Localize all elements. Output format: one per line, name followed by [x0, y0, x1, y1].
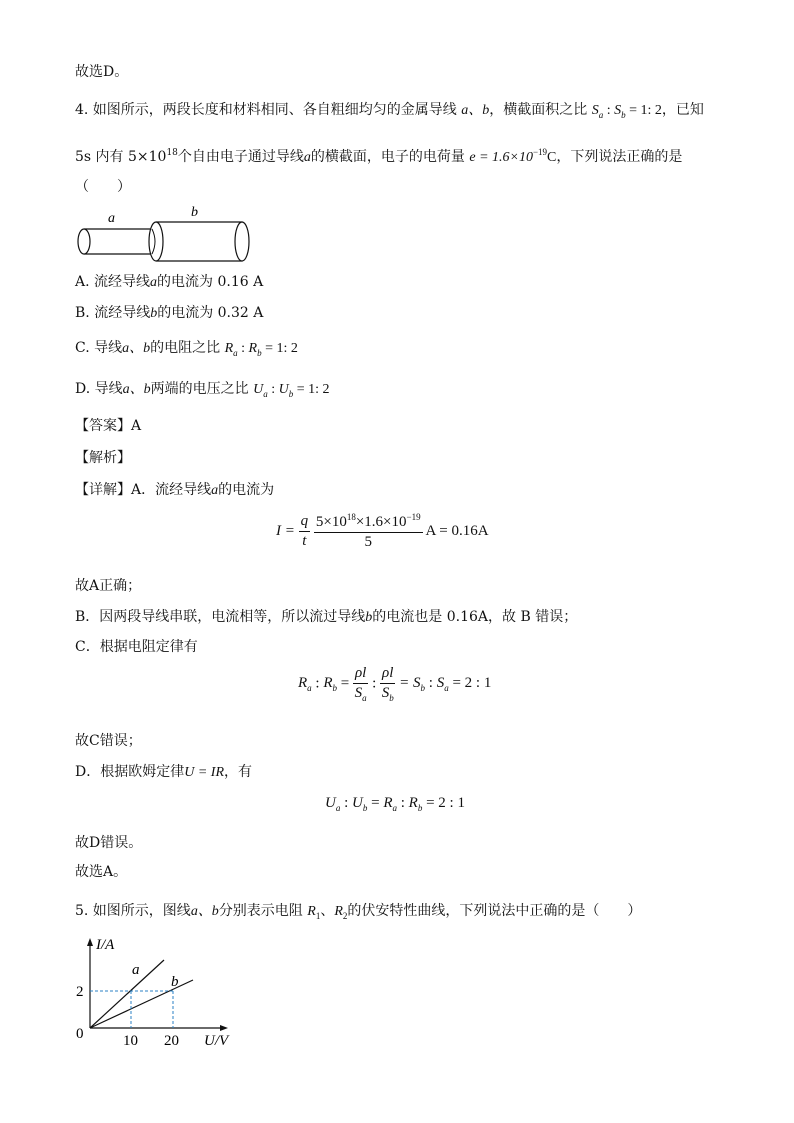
question-4-line-1 — [75, 101, 704, 124]
text-line: 故D错误。 — [75, 835, 143, 851]
text: 5s 内有 5×10 — [75, 149, 167, 165]
text-line: C．根据电阻定律有 — [75, 639, 198, 655]
y-axis-label: I/A — [96, 937, 115, 953]
wire-label-b: b — [191, 205, 198, 220]
x-axis-label: U/V — [204, 1033, 229, 1049]
wire-figure — [72, 202, 252, 266]
analysis-label: 【解析】 — [75, 450, 131, 466]
line-a-label: a — [132, 962, 140, 978]
text: 个自由电子通过导线 — [177, 149, 304, 165]
line-b-label: b — [171, 974, 179, 990]
text: ，横截面积之比 — [489, 102, 588, 118]
text: 的横截面，电子的电荷量 — [310, 149, 465, 165]
text-line: D．根据欧姆定律U = IR，有 — [75, 764, 253, 780]
math-e-charge: $e = 1.6\times 10^{-19}C$ — [469, 147, 557, 165]
option-c: C. 导线a、b的电阻之比 $R_a$ : $R_b = 1$: 2 — [75, 340, 298, 358]
option-a: A. 流经导线a的电流为 0.16 A — [75, 274, 264, 290]
line-a — [90, 960, 164, 1028]
text-line: 故C错误； — [75, 733, 142, 749]
text-line: 故选D。 — [75, 64, 129, 80]
text-line: 故选A。 — [75, 864, 128, 880]
equation-resistance: $R_a$ : $R_b$ = $\frac{\rho l}{S_a}$ : $\frac{\rho l}{S_b}$ = $S_b$ : $S_a = 2$ : 1 — [298, 665, 492, 703]
text: 4. 如图所示，两段长度和材料相同、各自粗细均匀的金属导线 — [75, 102, 457, 118]
text-line: B．因两段导线串联，电流相等，所以流过导线b的电流也是 0.16A，故 B 错误； — [75, 609, 578, 625]
math-ab: a、b — [461, 103, 490, 118]
text: 18 — [166, 148, 178, 158]
answer-label: 【答案】A — [75, 418, 142, 434]
y-tick-label: 2 — [76, 984, 84, 1000]
option-b: B. 流经导线b的电流为 0.32 A — [75, 305, 264, 321]
x-tick-label: 20 — [164, 1033, 179, 1049]
origin-label: 0 — [76, 1026, 84, 1042]
text: ，下列说法正确的是 — [556, 149, 683, 165]
iu-graph — [72, 932, 272, 1052]
math-ratio-s: $S_a$ : $S_b = 1$: 2 — [591, 103, 662, 120]
option-d: D. 导线a、b两端的电压之比 $U_a$ : $U_b = 1$: 2 — [75, 381, 330, 399]
answer-paren: （ ） — [75, 179, 131, 195]
x-tick-label: 10 — [123, 1033, 138, 1049]
wire-label-a: a — [108, 211, 115, 226]
question-5: 5. 如图所示，图线a、b分别表示电阻 $R_1$、$R_2$的伏安特性曲线，下列说法中正确的是（ ） — [75, 903, 642, 921]
equation-current: I = $\frac{q}{t}$ $\frac{5\times 10^{18}\times 1.6\times 10^{-19}}{5}$ A = 0.16A — [276, 512, 489, 550]
equation-voltage: $U_a$ : $U_b = R_a$ : $R_b = 2$ : 1 — [325, 795, 465, 813]
text-line: 故A正确； — [75, 578, 142, 594]
text: ，已知 — [661, 102, 704, 118]
question-4-line-2 — [75, 143, 682, 167]
detail-line: 【详解】A．流经导线a的电流为 — [75, 482, 275, 498]
math-a: a — [303, 150, 311, 165]
